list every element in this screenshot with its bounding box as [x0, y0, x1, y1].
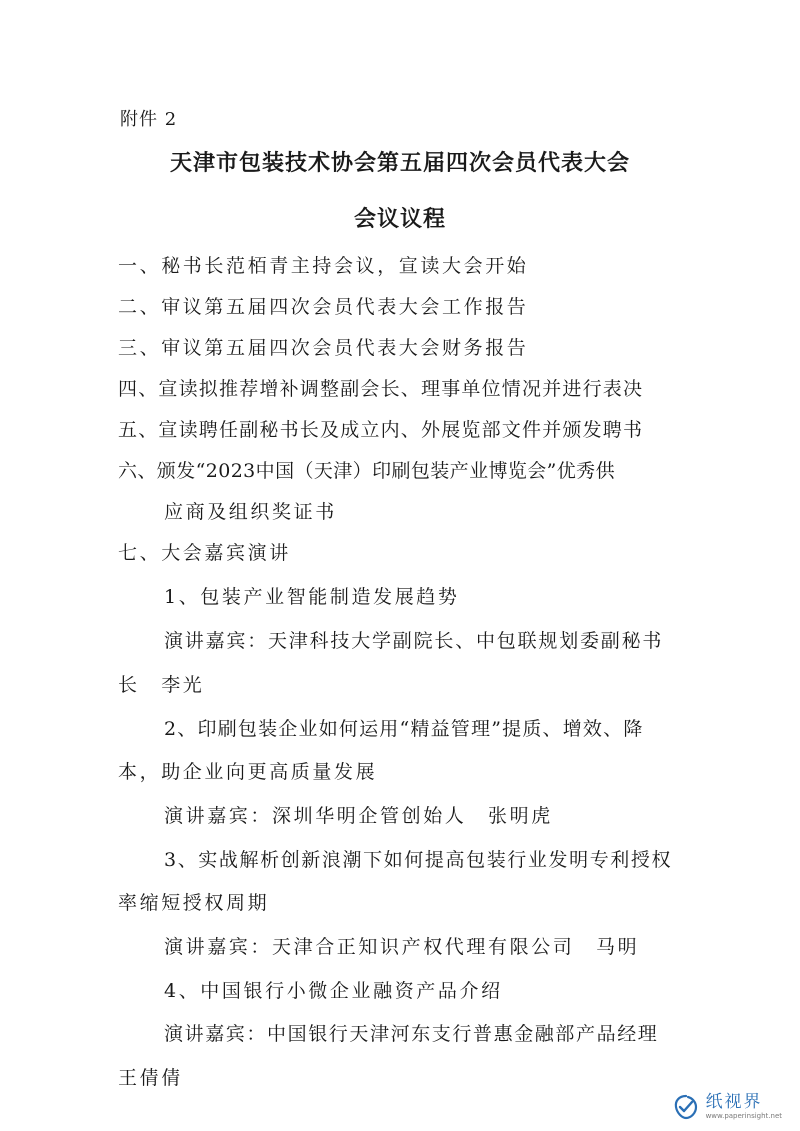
watermark-url: www.paperinsight.net	[705, 1112, 782, 1120]
talk-2-topic-cont: 本，助企业向更高质量发展	[118, 761, 378, 783]
paper-insight-logo-icon	[672, 1093, 700, 1121]
agenda-item-6-cont: 应商及组织奖证书	[164, 501, 337, 523]
talk-4-topic: 4、中国银行小微企业融资产品介绍	[164, 980, 503, 1002]
talk-1-speaker-cont: 长 李光	[118, 674, 205, 696]
talk-1-speaker: 演讲嘉宾：天津科技大学副院长、中包联规划委副秘书	[164, 630, 664, 652]
agenda-item-4: 四、宣读拟推荐增补调整副会长、理事单位情况并进行表决	[118, 378, 644, 400]
document-subtitle: 会议议程	[353, 206, 446, 232]
agenda-item-6: 六、颁发“2023中国（天津）印刷包装产业博览会”优秀供	[118, 460, 615, 482]
watermark-name: 纸视界	[705, 1092, 763, 1112]
talk-3-topic: 3、实战解析创新浪潮下如何提高包装行业发明专利授权	[164, 849, 673, 871]
talk-2-topic: 2、印刷包装企业如何运用“精益管理”提质、增效、降	[164, 718, 644, 740]
document-title: 天津市包装技术协会第五届四次会员代表大会	[169, 150, 630, 176]
talk-3-topic-cont: 率缩短授权周期	[118, 892, 270, 914]
talk-3-speaker: 演讲嘉宾：天津合正知识产权代理有限公司 马明	[164, 936, 640, 958]
agenda-item-5: 五、宣读聘任副秘书长及成立内、外展览部文件并颁发聘书	[118, 419, 644, 441]
talk-4-speaker: 演讲嘉宾：中国银行天津河东支行普惠金融部产品经理	[164, 1023, 659, 1045]
agenda-item-3: 三、审议第五届四次会员代表大会财务报告	[118, 337, 529, 359]
talk-2-speaker: 演讲嘉宾：深圳华明企管创始人 张明虎	[164, 805, 553, 827]
talk-1-topic: 1、包装产业智能制造发展趋势	[164, 586, 460, 608]
watermark	[672, 1093, 782, 1121]
agenda-item-7: 七、大会嘉宾演讲	[118, 542, 291, 564]
agenda-item-2: 二、审议第五届四次会员代表大会工作报告	[118, 296, 529, 318]
attachment-label: 附件 2	[120, 109, 178, 130]
talk-4-speaker-cont: 王倩倩	[118, 1067, 183, 1089]
agenda-item-1: 一、秘书长范栢青主持会议，宣读大会开始	[118, 255, 529, 277]
